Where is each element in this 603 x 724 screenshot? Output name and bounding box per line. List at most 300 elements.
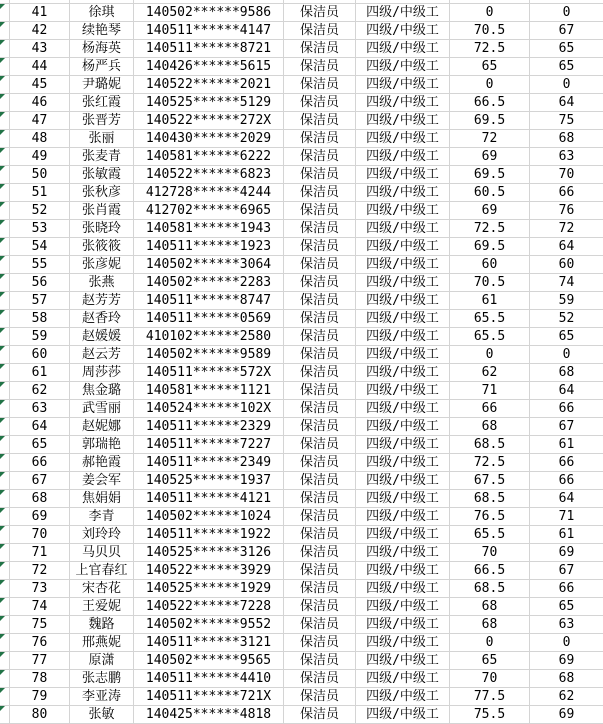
cell-id-number[interactable]: 140430******2029 <box>134 130 284 148</box>
cell-score2[interactable]: 67 <box>530 418 603 436</box>
cell-name[interactable]: 徐琪 <box>70 4 134 22</box>
cell-job[interactable]: 保洁员 <box>284 346 356 364</box>
cell-job[interactable]: 保洁员 <box>284 130 356 148</box>
cell-level[interactable]: 四级/中级工 <box>356 130 450 148</box>
cell-score2[interactable]: 75 <box>530 112 603 130</box>
cell-score2[interactable]: 61 <box>530 526 603 544</box>
cell-name[interactable]: 郭瑞艳 <box>70 436 134 454</box>
cell-id-number[interactable]: 140581******1943 <box>134 220 284 238</box>
cell-job[interactable]: 保洁员 <box>284 184 356 202</box>
cell-level[interactable]: 四级/中级工 <box>356 508 450 526</box>
cell-score1[interactable]: 65.5 <box>450 328 530 346</box>
cell-level[interactable]: 四级/中级工 <box>356 418 450 436</box>
cell-level[interactable]: 四级/中级工 <box>356 526 450 544</box>
cell-row-number[interactable]: 72 <box>10 562 70 580</box>
cell-marker[interactable] <box>0 454 10 472</box>
cell-row-number[interactable]: 64 <box>10 418 70 436</box>
cell-id-number[interactable]: 140502******2283 <box>134 274 284 292</box>
cell-job[interactable]: 保洁员 <box>284 634 356 652</box>
cell-level[interactable]: 四级/中级工 <box>356 400 450 418</box>
cell-marker[interactable] <box>0 292 10 310</box>
cell-job[interactable]: 保洁员 <box>284 418 356 436</box>
cell-level[interactable]: 四级/中级工 <box>356 256 450 274</box>
cell-marker[interactable] <box>0 472 10 490</box>
cell-level[interactable]: 四级/中级工 <box>356 652 450 670</box>
cell-score2[interactable]: 68 <box>530 670 603 688</box>
cell-id-number[interactable]: 140502******9586 <box>134 4 284 22</box>
cell-row-number[interactable]: 45 <box>10 76 70 94</box>
cell-score1[interactable]: 68.5 <box>450 436 530 454</box>
cell-id-number[interactable]: 140511******1923 <box>134 238 284 256</box>
cell-job[interactable]: 保洁员 <box>284 112 356 130</box>
cell-score1[interactable]: 68 <box>450 616 530 634</box>
cell-score1[interactable]: 0 <box>450 4 530 22</box>
cell-id-number[interactable]: 140502******1024 <box>134 508 284 526</box>
cell-level[interactable]: 四级/中级工 <box>356 382 450 400</box>
cell-row-number[interactable]: 76 <box>10 634 70 652</box>
cell-marker[interactable] <box>0 580 10 598</box>
cell-row-number[interactable]: 71 <box>10 544 70 562</box>
cell-name[interactable]: 上官春红 <box>70 562 134 580</box>
cell-name[interactable]: 周莎莎 <box>70 364 134 382</box>
cell-id-number[interactable]: 140522******6823 <box>134 166 284 184</box>
cell-name[interactable]: 尹璐妮 <box>70 76 134 94</box>
cell-id-number[interactable]: 140511******1922 <box>134 526 284 544</box>
cell-marker[interactable] <box>0 202 10 220</box>
cell-id-number[interactable]: 140426******5615 <box>134 58 284 76</box>
cell-name[interactable]: 焦娟娟 <box>70 490 134 508</box>
cell-score1[interactable]: 0 <box>450 346 530 364</box>
cell-score2[interactable]: 66 <box>530 580 603 598</box>
cell-row-number[interactable]: 67 <box>10 472 70 490</box>
cell-marker[interactable] <box>0 76 10 94</box>
cell-score1[interactable]: 75.5 <box>450 706 530 724</box>
cell-score1[interactable]: 69 <box>450 202 530 220</box>
cell-score2[interactable]: 63 <box>530 616 603 634</box>
cell-row-number[interactable]: 74 <box>10 598 70 616</box>
cell-id-number[interactable]: 140522******7228 <box>134 598 284 616</box>
cell-marker[interactable] <box>0 184 10 202</box>
cell-level[interactable]: 四级/中级工 <box>356 490 450 508</box>
cell-name[interactable]: 张志鹏 <box>70 670 134 688</box>
cell-name[interactable]: 杨严兵 <box>70 58 134 76</box>
cell-level[interactable]: 四级/中级工 <box>356 274 450 292</box>
cell-score1[interactable]: 72.5 <box>450 454 530 472</box>
cell-job[interactable]: 保洁员 <box>284 400 356 418</box>
cell-score1[interactable]: 69.5 <box>450 166 530 184</box>
cell-score2[interactable]: 70 <box>530 166 603 184</box>
cell-name[interactable]: 张晋芳 <box>70 112 134 130</box>
cell-level[interactable]: 四级/中级工 <box>356 22 450 40</box>
cell-id-number[interactable]: 140511******4410 <box>134 670 284 688</box>
cell-row-number[interactable]: 59 <box>10 328 70 346</box>
cell-id-number[interactable]: 140502******9552 <box>134 616 284 634</box>
cell-job[interactable]: 保洁员 <box>284 58 356 76</box>
cell-id-number[interactable]: 140502******9565 <box>134 652 284 670</box>
cell-marker[interactable] <box>0 4 10 22</box>
cell-marker[interactable] <box>0 58 10 76</box>
cell-score2[interactable]: 72 <box>530 220 603 238</box>
cell-score1[interactable]: 67.5 <box>450 472 530 490</box>
cell-name[interactable]: 赵香玲 <box>70 310 134 328</box>
cell-name[interactable]: 张丽 <box>70 130 134 148</box>
cell-job[interactable]: 保洁员 <box>284 202 356 220</box>
cell-name[interactable]: 续艳琴 <box>70 22 134 40</box>
cell-id-number[interactable]: 140511******2329 <box>134 418 284 436</box>
cell-marker[interactable] <box>0 562 10 580</box>
cell-score1[interactable]: 72 <box>450 130 530 148</box>
cell-score2[interactable]: 68 <box>530 364 603 382</box>
cell-marker[interactable] <box>0 328 10 346</box>
cell-level[interactable]: 四级/中级工 <box>356 364 450 382</box>
cell-row-number[interactable]: 68 <box>10 490 70 508</box>
cell-level[interactable]: 四级/中级工 <box>356 40 450 58</box>
cell-name[interactable]: 原潇 <box>70 652 134 670</box>
cell-marker[interactable] <box>0 526 10 544</box>
cell-score2[interactable]: 65 <box>530 328 603 346</box>
cell-marker[interactable] <box>0 598 10 616</box>
cell-row-number[interactable]: 46 <box>10 94 70 112</box>
cell-score1[interactable]: 66 <box>450 400 530 418</box>
cell-id-number[interactable]: 140511******0569 <box>134 310 284 328</box>
cell-name[interactable]: 张秋彦 <box>70 184 134 202</box>
cell-row-number[interactable]: 42 <box>10 22 70 40</box>
cell-id-number[interactable]: 140525******5129 <box>134 94 284 112</box>
cell-level[interactable]: 四级/中级工 <box>356 292 450 310</box>
cell-score1[interactable]: 70 <box>450 544 530 562</box>
cell-marker[interactable] <box>0 130 10 148</box>
cell-row-number[interactable]: 79 <box>10 688 70 706</box>
cell-score1[interactable]: 68.5 <box>450 490 530 508</box>
cell-marker[interactable] <box>0 274 10 292</box>
cell-job[interactable]: 保洁员 <box>284 94 356 112</box>
cell-score1[interactable]: 65.5 <box>450 526 530 544</box>
cell-score2[interactable]: 74 <box>530 274 603 292</box>
cell-name[interactable]: 张红霞 <box>70 94 134 112</box>
cell-row-number[interactable]: 56 <box>10 274 70 292</box>
cell-name[interactable]: 李亚涛 <box>70 688 134 706</box>
cell-score2[interactable]: 66 <box>530 472 603 490</box>
cell-job[interactable]: 保洁员 <box>284 40 356 58</box>
cell-id-number[interactable]: 140511******8721 <box>134 40 284 58</box>
cell-score2[interactable]: 62 <box>530 688 603 706</box>
cell-score2[interactable]: 63 <box>530 148 603 166</box>
cell-name[interactable]: 焦金璐 <box>70 382 134 400</box>
cell-marker[interactable] <box>0 490 10 508</box>
cell-score1[interactable]: 61 <box>450 292 530 310</box>
cell-row-number[interactable]: 69 <box>10 508 70 526</box>
cell-score1[interactable]: 69.5 <box>450 238 530 256</box>
cell-name[interactable]: 张筱筱 <box>70 238 134 256</box>
cell-score2[interactable]: 64 <box>530 382 603 400</box>
cell-name[interactable]: 邢燕妮 <box>70 634 134 652</box>
cell-job[interactable]: 保洁员 <box>284 238 356 256</box>
cell-marker[interactable] <box>0 706 10 724</box>
cell-score2[interactable]: 60 <box>530 256 603 274</box>
cell-name[interactable]: 张晓玲 <box>70 220 134 238</box>
cell-level[interactable]: 四级/中级工 <box>356 328 450 346</box>
cell-level[interactable]: 四级/中级工 <box>356 238 450 256</box>
cell-name[interactable]: 张彦妮 <box>70 256 134 274</box>
cell-marker[interactable] <box>0 166 10 184</box>
cell-score1[interactable]: 0 <box>450 634 530 652</box>
cell-row-number[interactable]: 47 <box>10 112 70 130</box>
cell-level[interactable]: 四级/中级工 <box>356 616 450 634</box>
cell-name[interactable]: 刘玲玲 <box>70 526 134 544</box>
cell-score2[interactable]: 66 <box>530 400 603 418</box>
cell-level[interactable]: 四级/中级工 <box>356 202 450 220</box>
cell-job[interactable]: 保洁员 <box>284 472 356 490</box>
cell-name[interactable]: 张敏 <box>70 706 134 724</box>
cell-job[interactable]: 保洁员 <box>284 220 356 238</box>
cell-score2[interactable]: 76 <box>530 202 603 220</box>
cell-marker[interactable] <box>0 220 10 238</box>
cell-score2[interactable]: 71 <box>530 508 603 526</box>
cell-score2[interactable]: 0 <box>530 634 603 652</box>
cell-job[interactable]: 保洁员 <box>284 670 356 688</box>
cell-id-number[interactable]: 140525******1929 <box>134 580 284 598</box>
cell-marker[interactable] <box>0 112 10 130</box>
cell-job[interactable]: 保洁员 <box>284 436 356 454</box>
cell-id-number[interactable]: 140425******4818 <box>134 706 284 724</box>
cell-score2[interactable]: 52 <box>530 310 603 328</box>
cell-name[interactable]: 武雪丽 <box>70 400 134 418</box>
cell-score2[interactable]: 0 <box>530 346 603 364</box>
cell-marker[interactable] <box>0 616 10 634</box>
cell-marker[interactable] <box>0 238 10 256</box>
cell-score1[interactable]: 62 <box>450 364 530 382</box>
cell-score2[interactable]: 61 <box>530 436 603 454</box>
cell-level[interactable]: 四级/中级工 <box>356 436 450 454</box>
cell-id-number[interactable]: 140525******3126 <box>134 544 284 562</box>
cell-level[interactable]: 四级/中级工 <box>356 634 450 652</box>
cell-marker[interactable] <box>0 634 10 652</box>
cell-row-number[interactable]: 54 <box>10 238 70 256</box>
cell-score2[interactable]: 67 <box>530 22 603 40</box>
cell-marker[interactable] <box>0 400 10 418</box>
cell-job[interactable]: 保洁员 <box>284 328 356 346</box>
cell-row-number[interactable]: 78 <box>10 670 70 688</box>
cell-score1[interactable]: 69 <box>450 148 530 166</box>
cell-score2[interactable]: 64 <box>530 94 603 112</box>
cell-name[interactable]: 魏路 <box>70 616 134 634</box>
cell-row-number[interactable]: 62 <box>10 382 70 400</box>
cell-level[interactable]: 四级/中级工 <box>356 454 450 472</box>
cell-marker[interactable] <box>0 436 10 454</box>
cell-name[interactable]: 张燕 <box>70 274 134 292</box>
cell-score2[interactable]: 69 <box>530 652 603 670</box>
cell-id-number[interactable]: 140502******3064 <box>134 256 284 274</box>
cell-marker[interactable] <box>0 40 10 58</box>
cell-name[interactable]: 张敏霞 <box>70 166 134 184</box>
cell-marker[interactable] <box>0 148 10 166</box>
cell-score2[interactable]: 59 <box>530 292 603 310</box>
cell-id-number[interactable]: 140511******4121 <box>134 490 284 508</box>
cell-job[interactable]: 保洁员 <box>284 454 356 472</box>
cell-level[interactable]: 四级/中级工 <box>356 310 450 328</box>
cell-score1[interactable]: 70 <box>450 670 530 688</box>
cell-row-number[interactable]: 73 <box>10 580 70 598</box>
cell-score2[interactable]: 65 <box>530 598 603 616</box>
cell-id-number[interactable]: 140511******8747 <box>134 292 284 310</box>
cell-level[interactable]: 四级/中级工 <box>356 220 450 238</box>
cell-level[interactable]: 四级/中级工 <box>356 166 450 184</box>
cell-job[interactable]: 保洁员 <box>284 526 356 544</box>
cell-id-number[interactable]: 140525******1937 <box>134 472 284 490</box>
cell-level[interactable]: 四级/中级工 <box>356 544 450 562</box>
cell-id-number[interactable]: 410102******2580 <box>134 328 284 346</box>
cell-row-number[interactable]: 57 <box>10 292 70 310</box>
cell-row-number[interactable]: 43 <box>10 40 70 58</box>
cell-id-number[interactable]: 140524******102X <box>134 400 284 418</box>
cell-name[interactable]: 姜会军 <box>70 472 134 490</box>
cell-level[interactable]: 四级/中级工 <box>356 58 450 76</box>
cell-name[interactable]: 赵云芳 <box>70 346 134 364</box>
cell-score1[interactable]: 66.5 <box>450 562 530 580</box>
cell-row-number[interactable]: 41 <box>10 4 70 22</box>
cell-score2[interactable]: 67 <box>530 562 603 580</box>
cell-name[interactable]: 张肖霞 <box>70 202 134 220</box>
cell-job[interactable]: 保洁员 <box>284 76 356 94</box>
cell-job[interactable]: 保洁员 <box>284 166 356 184</box>
cell-job[interactable]: 保洁员 <box>284 688 356 706</box>
cell-row-number[interactable]: 44 <box>10 58 70 76</box>
cell-name[interactable]: 宋杏花 <box>70 580 134 598</box>
cell-name[interactable]: 杨海英 <box>70 40 134 58</box>
cell-score1[interactable]: 72.5 <box>450 220 530 238</box>
cell-marker[interactable] <box>0 382 10 400</box>
cell-job[interactable]: 保洁员 <box>284 4 356 22</box>
cell-level[interactable]: 四级/中级工 <box>356 472 450 490</box>
cell-row-number[interactable]: 52 <box>10 202 70 220</box>
cell-score1[interactable]: 70.5 <box>450 22 530 40</box>
cell-score1[interactable]: 65 <box>450 652 530 670</box>
cell-job[interactable]: 保洁员 <box>284 562 356 580</box>
cell-row-number[interactable]: 55 <box>10 256 70 274</box>
cell-name[interactable]: 马贝贝 <box>70 544 134 562</box>
cell-score2[interactable]: 65 <box>530 40 603 58</box>
cell-job[interactable]: 保洁员 <box>284 616 356 634</box>
cell-row-number[interactable]: 48 <box>10 130 70 148</box>
cell-job[interactable]: 保洁员 <box>284 364 356 382</box>
cell-row-number[interactable]: 61 <box>10 364 70 382</box>
cell-level[interactable]: 四级/中级工 <box>356 562 450 580</box>
cell-job[interactable]: 保洁员 <box>284 544 356 562</box>
cell-job[interactable]: 保洁员 <box>284 310 356 328</box>
cell-level[interactable]: 四级/中级工 <box>356 598 450 616</box>
cell-score1[interactable]: 68 <box>450 598 530 616</box>
cell-job[interactable]: 保洁员 <box>284 706 356 724</box>
cell-job[interactable]: 保洁员 <box>284 256 356 274</box>
cell-name[interactable]: 郝艳霞 <box>70 454 134 472</box>
cell-score1[interactable]: 66.5 <box>450 94 530 112</box>
cell-job[interactable]: 保洁员 <box>284 598 356 616</box>
cell-job[interactable]: 保洁员 <box>284 382 356 400</box>
cell-score2[interactable]: 65 <box>530 58 603 76</box>
cell-row-number[interactable]: 58 <box>10 310 70 328</box>
cell-id-number[interactable]: 140522******3929 <box>134 562 284 580</box>
cell-id-number[interactable]: 140511******2349 <box>134 454 284 472</box>
cell-score2[interactable]: 69 <box>530 706 603 724</box>
cell-score2[interactable]: 64 <box>530 238 603 256</box>
cell-score2[interactable]: 64 <box>530 490 603 508</box>
cell-score1[interactable]: 65.5 <box>450 310 530 328</box>
cell-name[interactable]: 王爱妮 <box>70 598 134 616</box>
cell-name[interactable]: 李青 <box>70 508 134 526</box>
cell-job[interactable]: 保洁员 <box>284 292 356 310</box>
cell-level[interactable]: 四级/中级工 <box>356 346 450 364</box>
cell-row-number[interactable]: 49 <box>10 148 70 166</box>
cell-score1[interactable]: 72.5 <box>450 40 530 58</box>
cell-id-number[interactable]: 140581******6222 <box>134 148 284 166</box>
cell-id-number[interactable]: 412728******4244 <box>134 184 284 202</box>
cell-job[interactable]: 保洁员 <box>284 490 356 508</box>
cell-level[interactable]: 四级/中级工 <box>356 76 450 94</box>
cell-score2[interactable]: 66 <box>530 454 603 472</box>
cell-id-number[interactable]: 140511******7227 <box>134 436 284 454</box>
cell-id-number[interactable]: 140502******9589 <box>134 346 284 364</box>
cell-marker[interactable] <box>0 652 10 670</box>
cell-level[interactable]: 四级/中级工 <box>356 94 450 112</box>
cell-job[interactable]: 保洁员 <box>284 652 356 670</box>
cell-score1[interactable]: 65 <box>450 58 530 76</box>
cell-score1[interactable]: 71 <box>450 382 530 400</box>
cell-name[interactable]: 赵妮娜 <box>70 418 134 436</box>
cell-score2[interactable]: 0 <box>530 4 603 22</box>
cell-row-number[interactable]: 60 <box>10 346 70 364</box>
cell-level[interactable]: 四级/中级工 <box>356 112 450 130</box>
cell-score1[interactable]: 77.5 <box>450 688 530 706</box>
cell-level[interactable]: 四级/中级工 <box>356 184 450 202</box>
cell-marker[interactable] <box>0 670 10 688</box>
cell-marker[interactable] <box>0 544 10 562</box>
cell-level[interactable]: 四级/中级工 <box>356 670 450 688</box>
cell-row-number[interactable]: 63 <box>10 400 70 418</box>
cell-score2[interactable]: 0 <box>530 76 603 94</box>
cell-row-number[interactable]: 66 <box>10 454 70 472</box>
cell-id-number[interactable]: 140511******572X <box>134 364 284 382</box>
cell-id-number[interactable]: 140511******721X <box>134 688 284 706</box>
cell-score1[interactable]: 68.5 <box>450 580 530 598</box>
cell-score1[interactable]: 76.5 <box>450 508 530 526</box>
cell-id-number[interactable]: 412702******6965 <box>134 202 284 220</box>
cell-score1[interactable]: 60.5 <box>450 184 530 202</box>
cell-job[interactable]: 保洁员 <box>284 580 356 598</box>
cell-score1[interactable]: 0 <box>450 76 530 94</box>
cell-level[interactable]: 四级/中级工 <box>356 706 450 724</box>
cell-name[interactable]: 张麦青 <box>70 148 134 166</box>
cell-score1[interactable]: 68 <box>450 418 530 436</box>
cell-row-number[interactable]: 77 <box>10 652 70 670</box>
cell-marker[interactable] <box>0 418 10 436</box>
cell-id-number[interactable]: 140522******2021 <box>134 76 284 94</box>
cell-job[interactable]: 保洁员 <box>284 148 356 166</box>
cell-score1[interactable]: 70.5 <box>450 274 530 292</box>
cell-level[interactable]: 四级/中级工 <box>356 688 450 706</box>
cell-marker[interactable] <box>0 508 10 526</box>
cell-job[interactable]: 保洁员 <box>284 22 356 40</box>
cell-row-number[interactable]: 51 <box>10 184 70 202</box>
cell-score2[interactable]: 68 <box>530 130 603 148</box>
cell-row-number[interactable]: 50 <box>10 166 70 184</box>
cell-marker[interactable] <box>0 310 10 328</box>
cell-job[interactable]: 保洁员 <box>284 508 356 526</box>
cell-level[interactable]: 四级/中级工 <box>356 580 450 598</box>
cell-id-number[interactable]: 140511******4147 <box>134 22 284 40</box>
cell-marker[interactable] <box>0 256 10 274</box>
cell-marker[interactable] <box>0 94 10 112</box>
cell-row-number[interactable]: 75 <box>10 616 70 634</box>
